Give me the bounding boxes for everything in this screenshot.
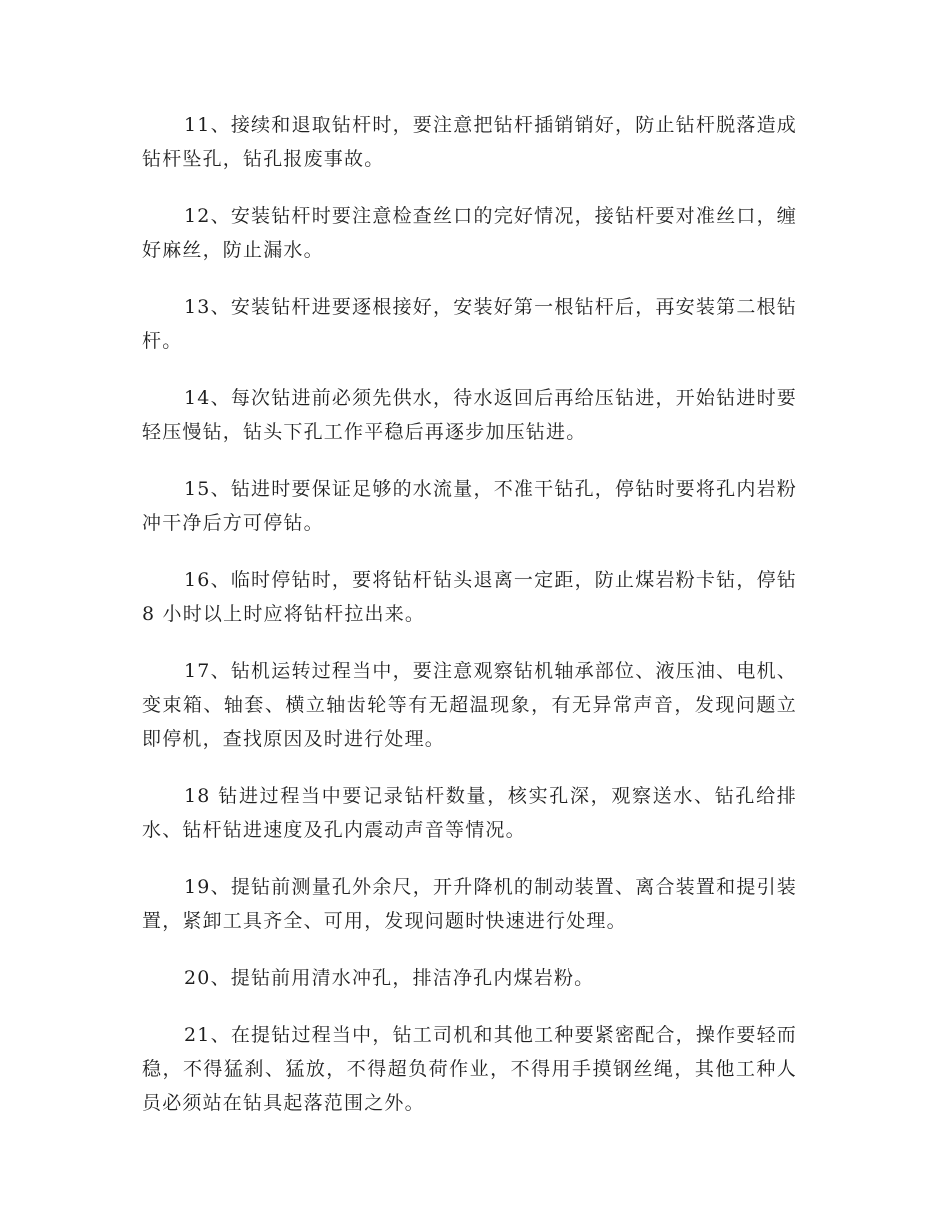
paragraph-item-20: 20、提钻前用清水冲孔，排洁净孔内煤岩粉。: [184, 967, 595, 989]
paragraph-item-21: 21、在提钻过程当中，钻工司机和其他工种要紧密配合，操作要轻而稳，不得猛刹、猛放，不得超负荷作业，不得用手摸钢丝绳，其他工种人员必须站在钻具起落范围之外。: [142, 1024, 797, 1114]
paragraph-item-12: 12、安装钻杆时要注意检查丝口的完好情况，接钻杆要对准丝口，缠好麻丝，防止漏水。: [142, 205, 797, 261]
document-page: [142, 108, 797, 1143]
paragraph-item-14: 14、每次钻进前必须先供水，待水返回后再给压钻进，开始钻进时要轻压慢钻，钻头下孔工作平稳后再逐步加压钻进。: [142, 387, 797, 443]
paragraph-item-11: 11、接续和退取钻杆时，要注意把钻杆插销销好，防止钻杆脱落造成钻杆坠孔，钻孔报废事故。: [142, 114, 797, 170]
paragraph-item-15: 15、钻进时要保证足够的水流量，不准干钻孔，停钻时要将孔内岩粉冲干净后方可停钻。: [142, 478, 797, 534]
paragraph-item-19: 19、提钻前测量孔外余尺，开升降机的制动装置、离合装置和提引装置，紧卸工具齐全、可用，发现问题时快速进行处理。: [142, 876, 797, 932]
paragraph-item-13: 13、安装钻杆进要逐根接好，安装好第一根钻杆后，再安装第二根钻杆。: [142, 296, 797, 352]
paragraph-item-16: 16、临时停钻时，要将钻杆钻头退离一定距，防止煤岩粉卡钻，停钻 8 小时以上时应将钻杆拉出来。: [142, 569, 797, 625]
paragraph-item-18: 18 钻进过程当中要记录钻杆数量，核实孔深，观察送水、钻孔给排水、钻杆钻进速度及孔内震动声音等情况。: [142, 785, 797, 841]
paragraph-item-17: 17、钻机运转过程当中，要注意观察钻机轴承部位、液压油、电机、变束箱、轴套、横立轴齿轮等有无超温现象，有无异常声音，发现问题立即停机，查找原因及时进行处理。: [142, 660, 797, 750]
